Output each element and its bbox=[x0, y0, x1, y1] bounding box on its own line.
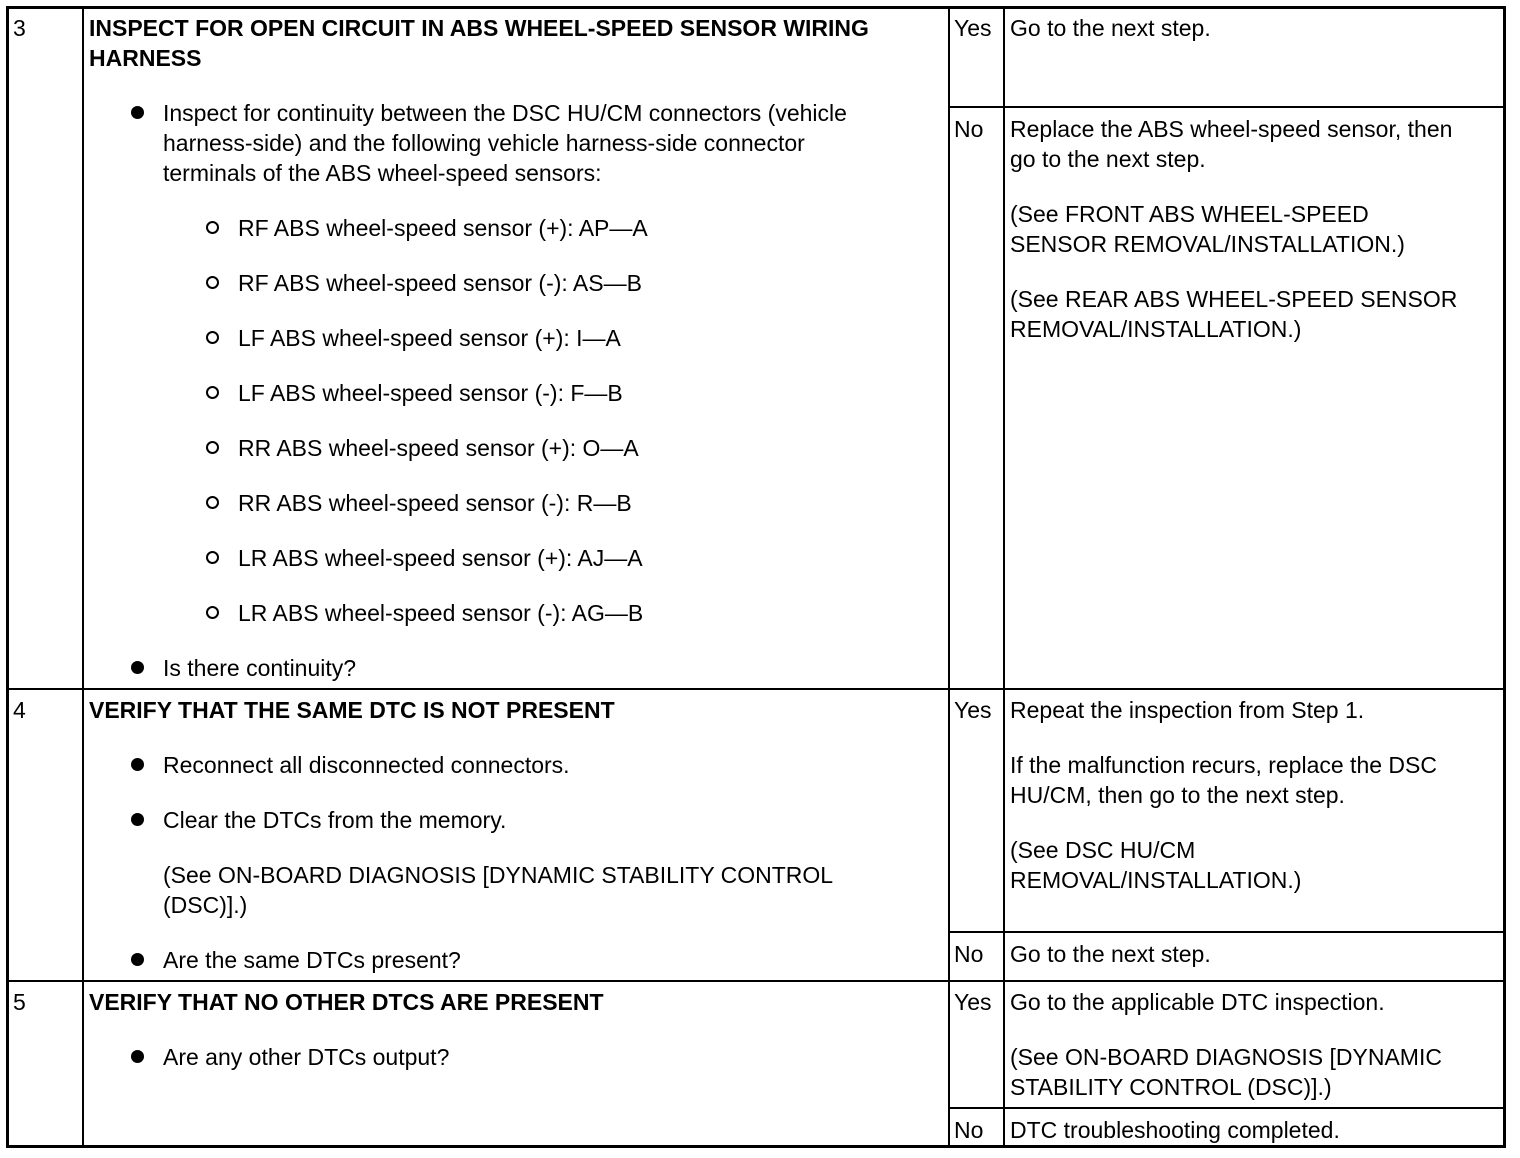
no-action: go to the next step. bbox=[1010, 146, 1206, 172]
step-number: 4 bbox=[13, 697, 26, 723]
sensor-terminal-item: RR ABS wheel-speed sensor (-): R—B bbox=[238, 490, 632, 516]
step-question: Are any other DTCs output? bbox=[163, 1044, 450, 1070]
no-action: DTC troubleshooting completed. bbox=[1010, 1117, 1340, 1143]
step-title: HARNESS bbox=[89, 45, 202, 71]
bullet-text: harness-side) and the following vehicle harness-side connector bbox=[163, 130, 805, 156]
bullet-icon bbox=[131, 1050, 144, 1063]
bullet-icon bbox=[131, 813, 144, 826]
row-divider bbox=[8, 980, 1505, 982]
sub-bullet-icon bbox=[206, 441, 219, 454]
sensor-terminal-item: LR ABS wheel-speed sensor (-): AG—B bbox=[238, 600, 644, 626]
sub-bullet-icon bbox=[206, 551, 219, 564]
no-action: REMOVAL/INSTALLATION.) bbox=[1010, 316, 1302, 342]
no-action: Replace the ABS wheel-speed sensor, then bbox=[1010, 116, 1453, 142]
yes-label: Yes bbox=[954, 697, 992, 723]
yes-no-divider bbox=[948, 106, 1505, 108]
bullet-text: Reconnect all disconnected connectors. bbox=[163, 752, 570, 778]
bullet-text: Clear the DTCs from the memory. bbox=[163, 807, 507, 833]
reference-note: (See ON-BOARD DIAGNOSIS [DYNAMIC STABILITY CONTROL bbox=[163, 862, 834, 888]
yes-action: STABILITY CONTROL (DSC)].) bbox=[1010, 1074, 1332, 1100]
sensor-terminal-item: RR ABS wheel-speed sensor (+): O—A bbox=[238, 435, 639, 461]
sub-bullet-icon bbox=[206, 331, 219, 344]
bullet-text: Inspect for continuity between the DSC HU/CM connectors (vehicle bbox=[163, 100, 847, 126]
step-number: 3 bbox=[13, 15, 26, 41]
bullet-icon bbox=[131, 661, 144, 674]
no-action: (See REAR ABS WHEEL-SPEED SENSOR bbox=[1010, 286, 1458, 312]
yes-action: Go to the next step. bbox=[1010, 15, 1211, 41]
yes-no-divider bbox=[948, 931, 1505, 933]
bullet-text: terminals of the ABS wheel-speed sensors: bbox=[163, 160, 602, 186]
step-title: VERIFY THAT THE SAME DTC IS NOT PRESENT bbox=[89, 697, 615, 723]
column-divider bbox=[948, 8, 950, 1147]
step-title: INSPECT FOR OPEN CIRCUIT IN ABS WHEEL-SPEED SENSOR WIRING bbox=[89, 15, 869, 41]
yes-no-divider bbox=[948, 1107, 1505, 1109]
reference-note: (DSC)].) bbox=[163, 892, 248, 918]
sensor-terminal-item: LF ABS wheel-speed sensor (-): F—B bbox=[238, 380, 623, 406]
bullet-icon bbox=[131, 106, 144, 119]
step-question: Are the same DTCs present? bbox=[163, 947, 461, 973]
no-label: No bbox=[954, 1117, 984, 1143]
sub-bullet-icon bbox=[206, 496, 219, 509]
sensor-terminal-item: RF ABS wheel-speed sensor (-): AS—B bbox=[238, 270, 642, 296]
column-divider bbox=[82, 8, 84, 1147]
yes-action: HU/CM, then go to the next step. bbox=[1010, 782, 1345, 808]
step-title: VERIFY THAT NO OTHER DTCS ARE PRESENT bbox=[89, 989, 604, 1015]
sub-bullet-icon bbox=[206, 221, 219, 234]
yes-action: If the malfunction recurs, replace the DSC bbox=[1010, 752, 1437, 778]
step-number: 5 bbox=[13, 989, 26, 1015]
sub-bullet-icon bbox=[206, 606, 219, 619]
sensor-terminal-item: RF ABS wheel-speed sensor (+): AP—A bbox=[238, 215, 648, 241]
no-action: SENSOR REMOVAL/INSTALLATION.) bbox=[1010, 231, 1405, 257]
yes-action: (See DSC HU/CM bbox=[1010, 837, 1196, 863]
yes-action: (See ON-BOARD DIAGNOSIS [DYNAMIC bbox=[1010, 1044, 1442, 1070]
yes-action: Go to the applicable DTC inspection. bbox=[1010, 989, 1385, 1015]
sub-bullet-icon bbox=[206, 386, 219, 399]
row-divider bbox=[8, 688, 1505, 690]
bullet-icon bbox=[131, 758, 144, 771]
no-label: No bbox=[954, 941, 984, 967]
sensor-terminal-item: LR ABS wheel-speed sensor (+): AJ—A bbox=[238, 545, 643, 571]
yes-label: Yes bbox=[954, 989, 992, 1015]
sub-bullet-icon bbox=[206, 276, 219, 289]
yes-label: Yes bbox=[954, 15, 992, 41]
yes-action: Repeat the inspection from Step 1. bbox=[1010, 697, 1365, 723]
step-question: Is there continuity? bbox=[163, 655, 357, 681]
bullet-icon bbox=[131, 953, 144, 966]
no-label: No bbox=[954, 116, 984, 142]
no-action: Go to the next step. bbox=[1010, 941, 1211, 967]
no-action: (See FRONT ABS WHEEL-SPEED bbox=[1010, 201, 1369, 227]
sensor-terminal-item: LF ABS wheel-speed sensor (+): I—A bbox=[238, 325, 621, 351]
column-divider bbox=[1003, 8, 1005, 1147]
yes-action: REMOVAL/INSTALLATION.) bbox=[1010, 867, 1302, 893]
